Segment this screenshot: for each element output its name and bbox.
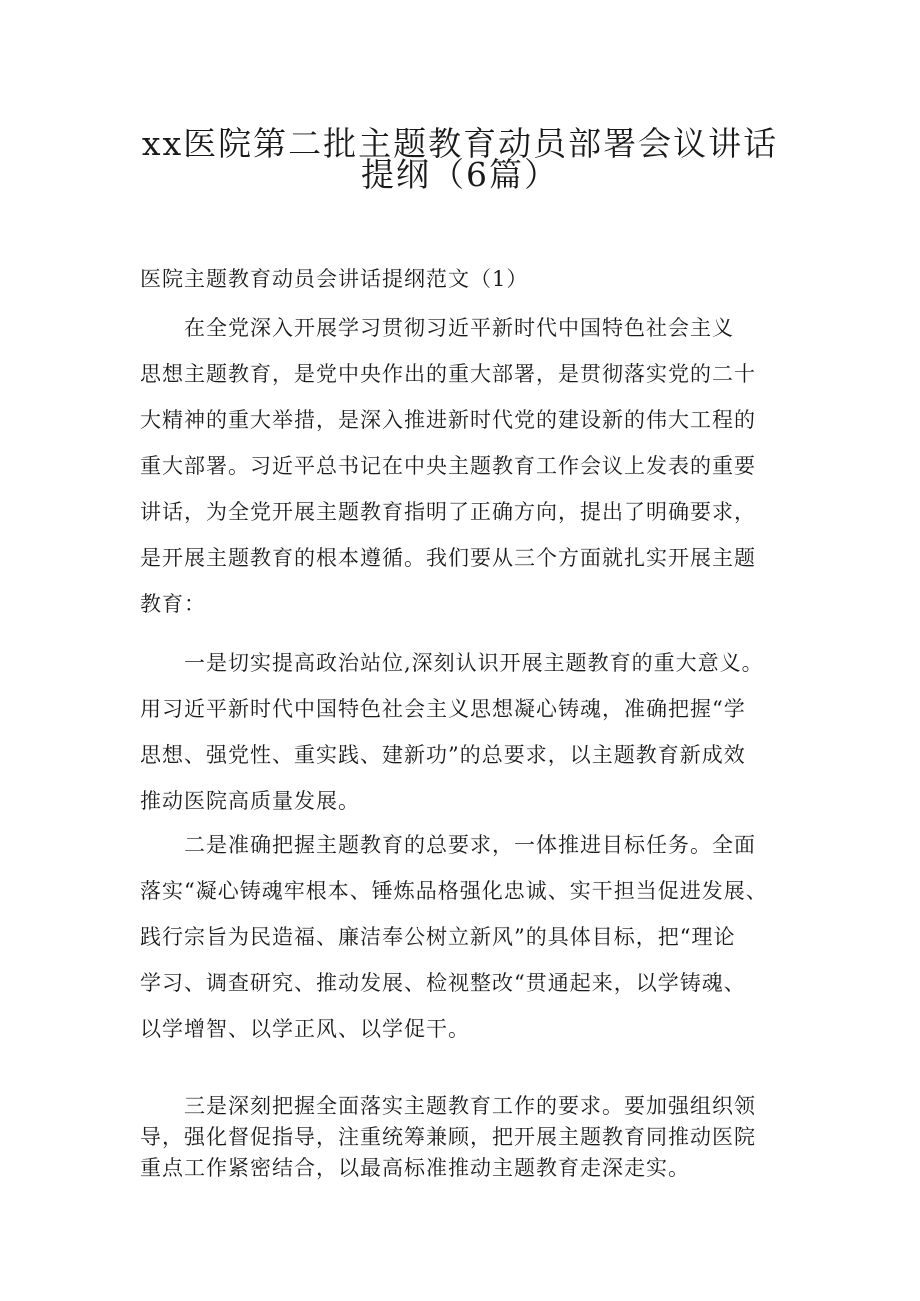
paragraph-line: 践行宗旨为民造福、廉洁奉公树立新风”的具体目标，把“理论: [140, 925, 736, 949]
paragraph-line: 思想主题教育，是党中央作出的重大部署，是贯彻落实党的二十: [140, 362, 756, 386]
paragraph-line: 以学增智、以学正风、以学促干。: [140, 1017, 470, 1041]
paragraph-line: 一是切实提高政治站位,深刻认识开展主题教育的重大意义。: [184, 651, 764, 675]
paragraph-line: 重点工作紧密结合，以最高标准推动主题教育走深走实。: [140, 1156, 690, 1180]
paragraph-point-1: [140, 640, 800, 824]
paragraph-line: 教育：: [140, 592, 206, 616]
paragraph-line: 是开展主题教育的根本遵循。我们要从三个方面就扎实开展主题: [140, 546, 756, 570]
paragraph-line: 落实“凝心铸魂牢根本、锤炼品格强化忠诚、实干担当促进发展、: [140, 879, 768, 903]
paragraph-line: 讲话，为全党开展主题教育指明了正确方向，提出了明确要求，: [140, 500, 756, 524]
paragraph-line: 学习、调查研究、推动发展、检视整改“贯通起来，以学铸魂、: [140, 971, 746, 995]
paragraph-line: 在全党深入开展学习贯彻习近平新时代中国特色社会主义: [184, 316, 734, 340]
paragraph-point-3: [140, 1091, 800, 1184]
document-title-line-1: xx医院第二批主题教育动员部署会议讲话: [141, 124, 779, 163]
paragraph-line: 用习近平新时代中国特色社会主义思想凝心铸魂，准确把握“学: [140, 697, 746, 721]
paragraph-intro: [140, 305, 800, 627]
document-title-line-2: 提纲（6篇）: [361, 155, 559, 194]
paragraph-point-2: [140, 822, 800, 1052]
paragraph-line: 大精神的重大举措，是深入推进新时代党的建设新的伟大工程的: [140, 408, 756, 432]
paragraph-line: 导，强化督促指导，注重统筹兼顾，把开展主题教育同推动医院: [140, 1125, 756, 1149]
paragraph-line: 三是深刻把握全面落实主题教育工作的要求。要加强组织领: [184, 1094, 756, 1118]
section-subtitle: 医院主题教育动员会讲话提纲范文（1）: [140, 267, 529, 291]
paragraph-line: 重大部署。习近平总书记在中央主题教育工作会议上发表的重要: [140, 454, 756, 478]
paragraph-line: 二是准确把握主题教育的总要求，一体推进目标任务。全面: [184, 833, 756, 857]
paragraph-line: 推动医院高质量发展。: [140, 789, 360, 813]
paragraph-line: 思想、强党性、重实践、建新功”的总要求，以主题教育新成效: [140, 743, 746, 767]
